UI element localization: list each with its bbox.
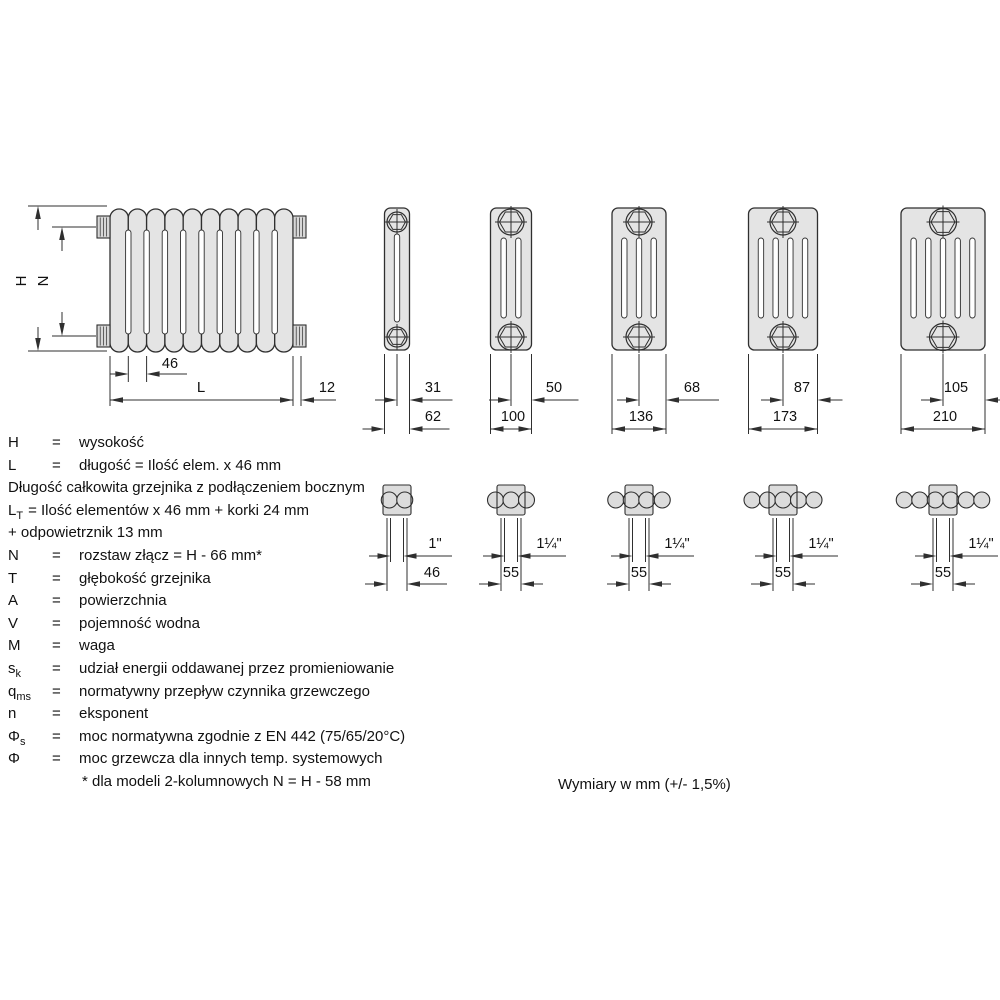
cross-section-half-depth-dim-label: 31 [424, 380, 442, 396]
front-height-dim-label: H [13, 275, 30, 287]
legend-equals: = [52, 682, 61, 700]
legend-row-L [8, 455, 553, 478]
legend-equals: = [52, 659, 61, 677]
legend-description: głębokość grzejnika [79, 569, 211, 587]
legend-row-M [8, 635, 553, 658]
legend-description: * dla modeli 2-kolumnowych N = H - 58 mm [82, 772, 371, 790]
connection-pitch-dim-label: 46 [423, 565, 441, 581]
legend-equals: = [52, 637, 61, 655]
connection-pitch-dim-label: 55 [502, 565, 520, 581]
legend-description: moc normatywna zgodnie z EN 442 (75/65/20°C) [79, 727, 406, 745]
dimensions-note: Wymiary w mm (+/- 1,5%) [558, 776, 731, 793]
cross-section-half-depth-dim-label: 105 [943, 380, 969, 396]
legend-description: wysokość [79, 434, 145, 451]
legend-symbol: Φ [8, 750, 20, 768]
cross-section-2-column [363, 208, 453, 434]
cross-section-half-depth-dim-label: 68 [683, 380, 701, 396]
connection-thread-dim-label: 1¼" [536, 536, 562, 552]
cross-section-5-column [749, 206, 843, 434]
legend-equals: = [52, 546, 61, 564]
legend-row-n [8, 703, 553, 726]
cross-section-half-depth-dim-label: 87 [793, 380, 811, 396]
legend-symbol: $s_k$ [8, 659, 21, 680]
legend-row-N [8, 545, 553, 568]
legend-description: pojemność wodna [79, 614, 200, 632]
legend-equals: = [52, 750, 61, 768]
connection-pitch-dim-label: 55 [630, 565, 648, 581]
legend-equals: = [52, 705, 61, 723]
legend-row-T [8, 568, 553, 591]
connection-thread-dim-label: 1" [428, 536, 442, 552]
legend-symbol: H [8, 434, 19, 451]
legend-description: powierzchnia [79, 592, 167, 610]
cross-section-full-depth-dim-label: 136 [628, 409, 654, 425]
connection-pitch-dim-label: 55 [934, 565, 952, 581]
legend-symbol: N [8, 546, 19, 564]
cross-section-full-depth-dim-label: 100 [500, 409, 526, 425]
legend-description: rozstaw złącz = H - 66 mm* [79, 546, 262, 564]
front-connection-spacing-dim-label: N [35, 275, 52, 287]
connection-thread-dim-label: 1¼" [664, 536, 690, 552]
legend-description: udział energii oddawanej przez promieniowanie [79, 659, 395, 677]
cross-section-half-depth-dim-label: 50 [545, 380, 563, 396]
cross-section-full-depth-dim-label: 210 [932, 409, 958, 425]
legend-row-total-length-caption [8, 477, 553, 500]
legend-row-A [8, 590, 553, 613]
cross-section-full-depth-dim-label: 173 [772, 409, 798, 425]
legend-symbol: A [8, 592, 19, 610]
legend-row-LT [8, 500, 553, 523]
legend-symbol: n [8, 705, 17, 723]
connection-pitch-dim-label: 55 [774, 565, 792, 581]
legend [8, 432, 553, 794]
legend-equals: = [52, 569, 61, 587]
legend-symbol: $q_{ms}$ [8, 682, 32, 703]
legend-row-H [8, 432, 553, 455]
legend-row-sk [8, 658, 553, 681]
legend-symbol: L [8, 456, 17, 474]
front-element-pitch-dim-label: 46 [161, 356, 179, 372]
cross-section-3-column [489, 206, 579, 434]
legend-symbol: T [8, 569, 18, 587]
legend-description: eksponent [79, 705, 149, 723]
legend-equals: = [52, 592, 61, 610]
connection-top-view-5-column [744, 485, 838, 591]
front-side-extension-dim-label: 12 [318, 380, 336, 396]
legend-symbol: M [8, 637, 21, 655]
legend-row-qms [8, 681, 553, 704]
legend-row-phi [8, 748, 553, 771]
front-view-drawing [13, 206, 336, 406]
legend-description: + odpowietrznik 13 mm [8, 524, 163, 542]
connection-thread-dim-label: 1¼" [968, 536, 994, 552]
legend-row-footnote [8, 771, 553, 794]
legend-equals: = [52, 614, 61, 632]
legend-equals: = [52, 727, 61, 745]
legend-description: normatywny przepływ czynnika grzewczego [79, 682, 370, 700]
connection-top-view-4-column [607, 485, 694, 591]
connection-thread-dim-label: 1¼" [808, 536, 834, 552]
legend-row-air-vent [8, 522, 553, 545]
legend-description: waga [79, 637, 115, 655]
front-length-dim-label: L [196, 379, 206, 396]
legend-description: moc grzewcza dla innych temp. systemowych [79, 750, 383, 768]
legend-equals: = [52, 434, 61, 451]
legend-row-phi-s [8, 726, 553, 749]
cross-section-full-depth-dim-label: 62 [424, 409, 442, 425]
legend-symbol: $L_T$ [8, 501, 24, 522]
cross-section-4-column [612, 206, 719, 434]
legend-equals: = [52, 456, 61, 474]
connection-top-view-6-column [896, 485, 998, 591]
cross-section-6-column [901, 206, 1000, 435]
legend-row-V [8, 613, 553, 636]
legend-description: Długość całkowita grzejnika z podłączeniem bocznym [8, 479, 365, 497]
legend-symbol: $\Phi_s$ [8, 727, 26, 748]
legend-description: = Ilość elementów x 46 mm + korki 24 mm [28, 501, 310, 519]
legend-symbol: V [8, 614, 19, 632]
legend-description: długość = Ilość elem. x 46 mm [79, 456, 282, 474]
